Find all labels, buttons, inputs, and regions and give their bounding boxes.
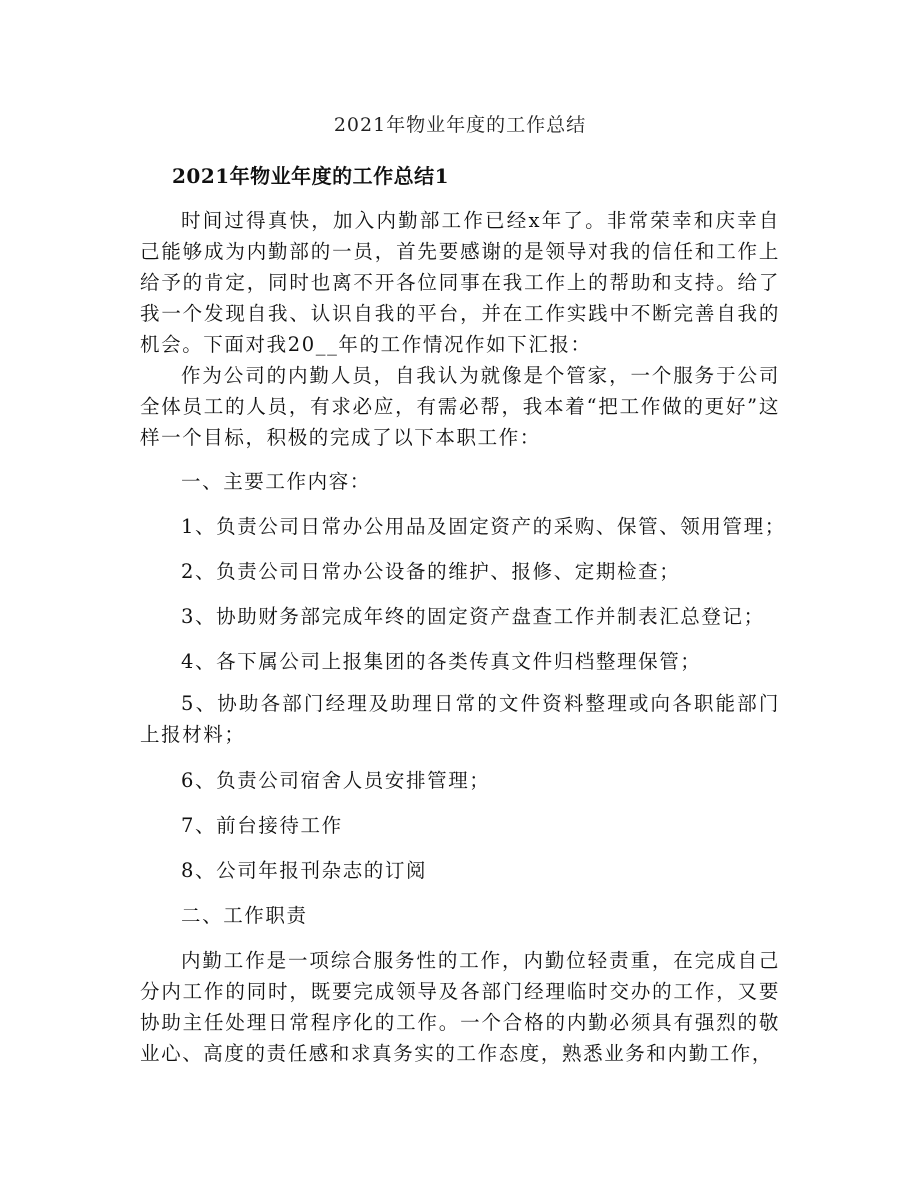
list-item: 4、各下属公司上报集团的各类传真文件归档整理保管； [181, 650, 702, 673]
part1-heading: 一、主要工作内容： [181, 470, 371, 493]
intro-paragraph: 时间过得真快，加入内勤部工作已经x年了。非常荣幸和庆幸自己能够成为内勤部的一员，首先要感谢的是领导对我的信任和工作上给予的肯定，同时也离不开各位同事在我工作上的帮助和支持。给了我一个发现自我、认识自我的平台，并在工作实践中不断完善自我的机会。下面对我20__年的工作情况作如下汇报： [140, 209, 780, 356]
list-item: 2、负责公司日常办公设备的维护、报修、定期检查； [181, 560, 681, 583]
list-item: 5、协助各部门经理及助理日常的文件资料整理或向各职能部门上报材料； [140, 692, 780, 746]
section-heading: 2021年物业年度的工作总结1 [172, 164, 450, 188]
list-item: 8、公司年报刊杂志的订阅 [181, 859, 428, 882]
list-item: 7、前台接待工作 [181, 814, 343, 837]
list-item: 3、协助财务部完成年终的固定资产盘查工作并制表汇总登记； [181, 605, 765, 628]
list-item: 6、负责公司宿舍人员安排管理； [181, 769, 491, 792]
list-item: 1、负责公司日常办公用品及固定资产的采购、保管、领用管理； [181, 515, 786, 538]
role-paragraph: 作为公司的内勤人员，自我认为就像是个管家，一个服务于公司全体员工的人员，有求必应，有需必帮，我本着“把工作做的更好”这样一个目标，积极的完成了以下本职工作： [140, 364, 780, 449]
part2-heading: 二、工作职责 [181, 904, 308, 927]
document-title: 2021年物业年度的工作总结 [333, 114, 587, 136]
duties-paragraph: 内勤工作是一项综合服务性的工作，内勤位轻责重，在完成自己分内工作的同时，既要完成领导及各部门经理临时交办的工作，又要协助主任处理日常程序化的工作。一个合格的内勤必须具有强烈的敬业心、高度的责任感和求真务实的工作态度，熟悉业务和内勤工作， [140, 949, 780, 1065]
